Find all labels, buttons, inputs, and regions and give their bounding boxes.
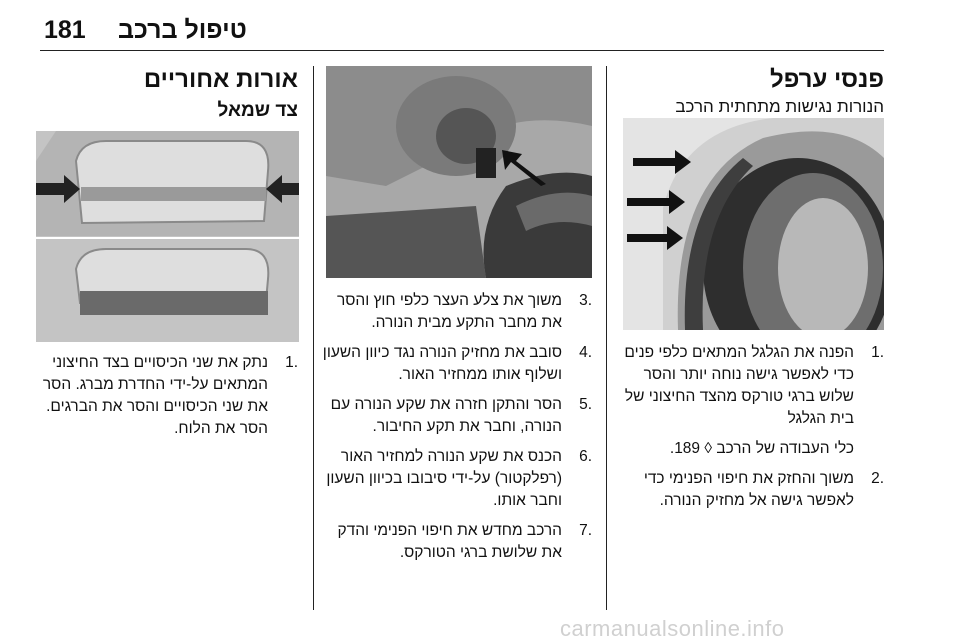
rear-lights-title: אורות אחוריים [143, 66, 298, 93]
rear-lights-subtitle: צד שמאל [217, 100, 298, 121]
header-rule [40, 50, 884, 51]
column-divider-left [313, 66, 314, 610]
step-item [322, 446, 592, 512]
step-item [618, 342, 884, 430]
column-divider-right [606, 66, 607, 610]
fog-lights-steps [618, 342, 884, 520]
page-header-title: טיפול ברכב [118, 16, 247, 44]
fog-lights-title: פנסי ערפל [770, 66, 884, 93]
step-item [322, 520, 592, 564]
step-text: סובב את מחזיק הנורה נגד כיוון השעון ושלוף אותו ממחזיר האור. [322, 344, 562, 383]
step-item [36, 352, 298, 440]
step-text: משוך והחזק את חיפוי הפנימי כדי לאפשר גישה אל מחזיק הנורה. [643, 470, 854, 509]
step-number: .1 [285, 354, 298, 371]
wheel-arch-illustration [623, 118, 884, 330]
step-item [322, 290, 592, 334]
rear-panel-figure [36, 131, 299, 342]
page-number: 181 [44, 16, 86, 44]
step-number: .5 [579, 396, 592, 413]
step-number: .2 [871, 470, 884, 487]
step-number: .3 [579, 292, 592, 309]
step-text: הסר והתקן חזרה את שקע הנורה עם הנורה, וחבר את תקע החיבור. [330, 396, 562, 435]
step-text: הרכב מחדש את חיפוי הפנימי והדק את שלושת ברגי הטורקס. [337, 522, 562, 561]
step-text: נתק את שני הכיסויים בצד החיצוני המתאים על-ידי החדרת מברג. הסר את שני הכיסויים והסר את הברגים. הסר את הלוח. [42, 354, 268, 437]
step-item [618, 468, 884, 512]
step-number: .4 [579, 344, 592, 361]
step-item [322, 394, 592, 438]
rear-lights-steps [36, 352, 298, 448]
fog-light-figure [623, 118, 884, 330]
step-number: .6 [579, 448, 592, 465]
fog-lights-subtitle: הנורות נגישות מתחתית הרכב [675, 97, 884, 116]
watermark: carmanualsonline.info [560, 616, 785, 641]
step-item [322, 342, 592, 386]
step-item [618, 438, 884, 460]
bulb-holder-figure [326, 66, 592, 278]
trunk-panel-illustration [36, 131, 299, 342]
page-header [0, 0, 960, 52]
bulb-holder-illustration [326, 66, 592, 278]
step-text: הכנס את שקע הנורה למחזיר האור (רפלקטור) על-ידי סיבובו בכיוון השעון וחבר אותו. [326, 448, 562, 509]
step-number: .7 [579, 522, 592, 539]
step-text: הפנה את הגלגל המתאים כלפי פנים כדי לאפשר גישה נוחה יותר והסר שלוש ברגי טורקס מהצד החיצוני של בית הגלגל [624, 344, 854, 427]
step-text: משוך את צלע העצר כלפי חוץ והסר את מחבר התקע מבית הנורה. [336, 292, 562, 331]
step-text: כלי העבודה של הרכב ◊ 189. [669, 440, 854, 457]
step-number: .1 [871, 344, 884, 361]
bulb-replace-steps [322, 290, 592, 572]
